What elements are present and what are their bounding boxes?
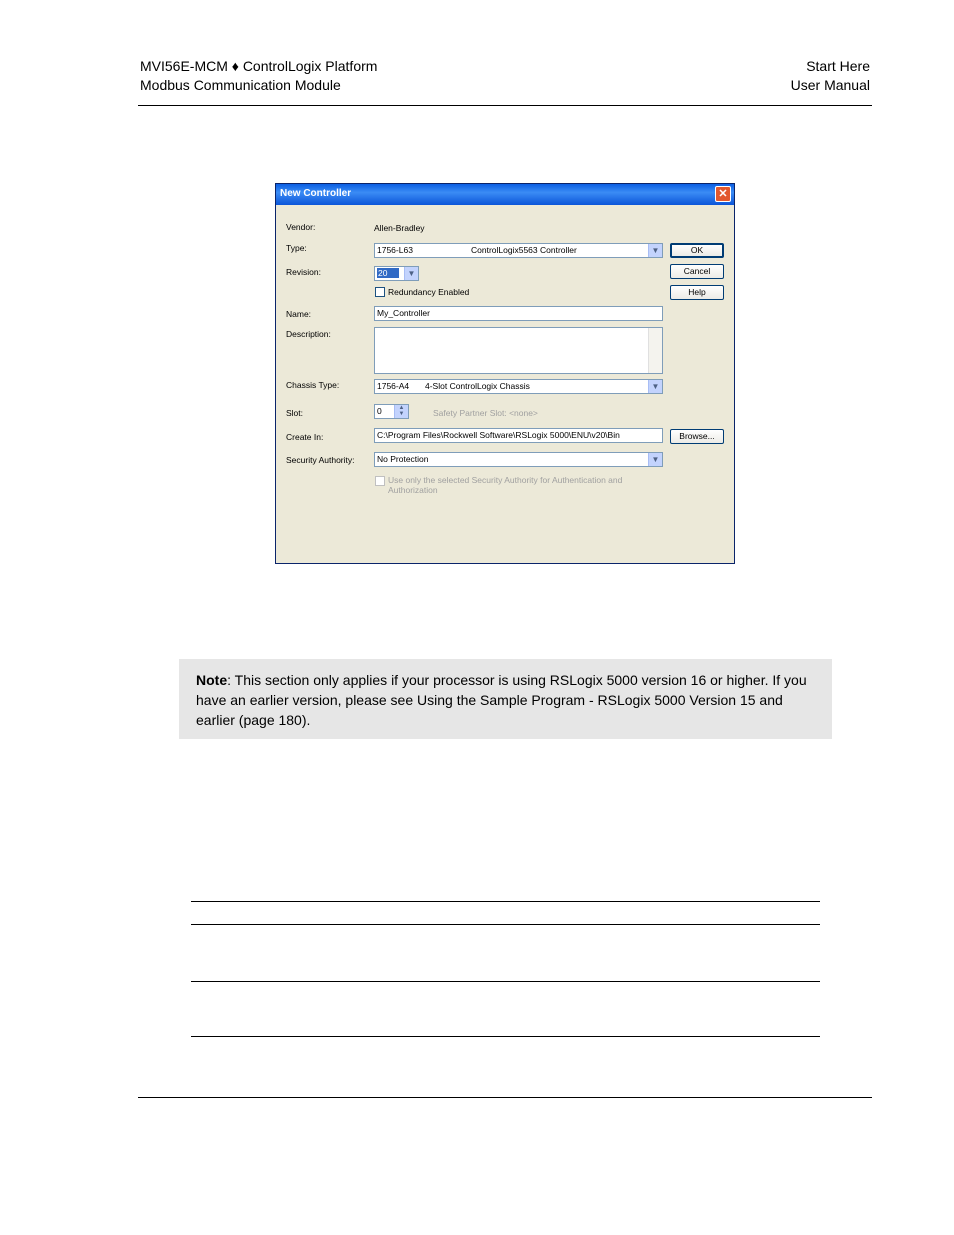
chassis-description: 4-Slot ControlLogix Chassis xyxy=(425,381,530,391)
slot-value: 0 xyxy=(377,406,382,416)
security-authority-label: Security Authority: xyxy=(286,455,355,465)
note-bold-label: Note xyxy=(196,672,228,688)
security-checkbox-label-line1: Use only the selected Security Authority for Authentication and xyxy=(388,475,623,485)
security-checkbox xyxy=(375,476,385,486)
redundancy-checkbox[interactable] xyxy=(375,287,385,297)
safety-partner-slot-label: Safety Partner Slot: <none> xyxy=(433,408,538,418)
vendor-value: Allen-Bradley xyxy=(374,223,425,233)
type-description: ControlLogix5563 Controller xyxy=(471,245,577,255)
security-authority-select[interactable] xyxy=(374,452,663,467)
chassis-code: 1756-A4 xyxy=(377,381,410,391)
header-section-title: Start Here xyxy=(806,58,870,74)
dialog-title: New Controller xyxy=(280,188,352,199)
name-label: Name: xyxy=(286,309,312,319)
header-product-title: MVI56E-MCM ♦ ControlLogix Platform xyxy=(140,58,378,74)
name-input[interactable]: My_Controller xyxy=(374,306,663,321)
revision-label: Revision: xyxy=(286,267,321,277)
note-text xyxy=(196,670,816,730)
security-authority-value: No Protection xyxy=(377,454,429,464)
revision-select[interactable] xyxy=(374,266,419,281)
header-product-subtitle: Modbus Communication Module xyxy=(140,77,341,93)
slot-label: Slot: xyxy=(286,408,304,418)
chevron-down-icon[interactable]: ▼ xyxy=(648,244,662,257)
close-icon[interactable]: ✕ xyxy=(715,186,731,202)
type-select[interactable] xyxy=(374,243,663,258)
cancel-button[interactable]: Cancel xyxy=(670,264,724,279)
table-rule-bottom xyxy=(191,1036,820,1037)
revision-value: 20 xyxy=(377,268,399,278)
footer-rule xyxy=(138,1097,872,1098)
table-rule-top xyxy=(191,901,820,902)
browse-button[interactable]: Browse... xyxy=(670,429,724,444)
header-doc-type: User Manual xyxy=(790,77,870,93)
page-header-right xyxy=(791,57,870,95)
slot-spinner[interactable] xyxy=(374,404,409,419)
textarea-scrollbar[interactable] xyxy=(648,328,662,373)
create-in-label: Create In: xyxy=(286,432,324,442)
table-rule-row1 xyxy=(191,981,820,982)
dialog-title-bar xyxy=(276,184,734,205)
redundancy-label: Redundancy Enabled xyxy=(388,287,470,297)
chassis-type-label: Chassis Type: xyxy=(286,380,340,390)
description-textarea[interactable] xyxy=(374,327,663,374)
security-checkbox-label xyxy=(388,475,622,495)
table-rule-header xyxy=(191,924,820,925)
chassis-type-select[interactable] xyxy=(374,379,663,394)
description-label: Description: xyxy=(286,329,331,339)
note-box xyxy=(179,659,832,739)
spinner-arrows-icon[interactable]: ▲ ▼ xyxy=(394,405,408,418)
type-code: 1756-L63 xyxy=(377,245,413,255)
chevron-down-icon[interactable]: ▼ xyxy=(648,453,662,466)
create-in-input[interactable]: C:\Program Files\Rockwell Software\RSLogix 5000\ENU\v20\Bin xyxy=(374,428,663,443)
page-header-left xyxy=(140,57,377,95)
dialog-body xyxy=(278,205,732,561)
header-rule xyxy=(138,105,872,106)
help-button[interactable]: Help xyxy=(670,285,724,300)
chevron-down-icon[interactable]: ▼ xyxy=(648,380,662,393)
type-label: Type: xyxy=(286,243,307,253)
note-body: : This section only applies if your processor is using RSLogix 5000 version 16 or higher. If you have an earlier version, please see Using the Sample Program - RSLogix 5000 Version 15 and earlier (page 180). xyxy=(196,672,807,728)
vendor-label: Vendor: xyxy=(286,222,316,232)
ok-button[interactable]: OK xyxy=(670,243,724,258)
security-checkbox-label-line2: Authorization xyxy=(388,485,438,495)
chevron-down-icon[interactable]: ▼ xyxy=(404,267,418,280)
new-controller-dialog xyxy=(275,183,735,564)
